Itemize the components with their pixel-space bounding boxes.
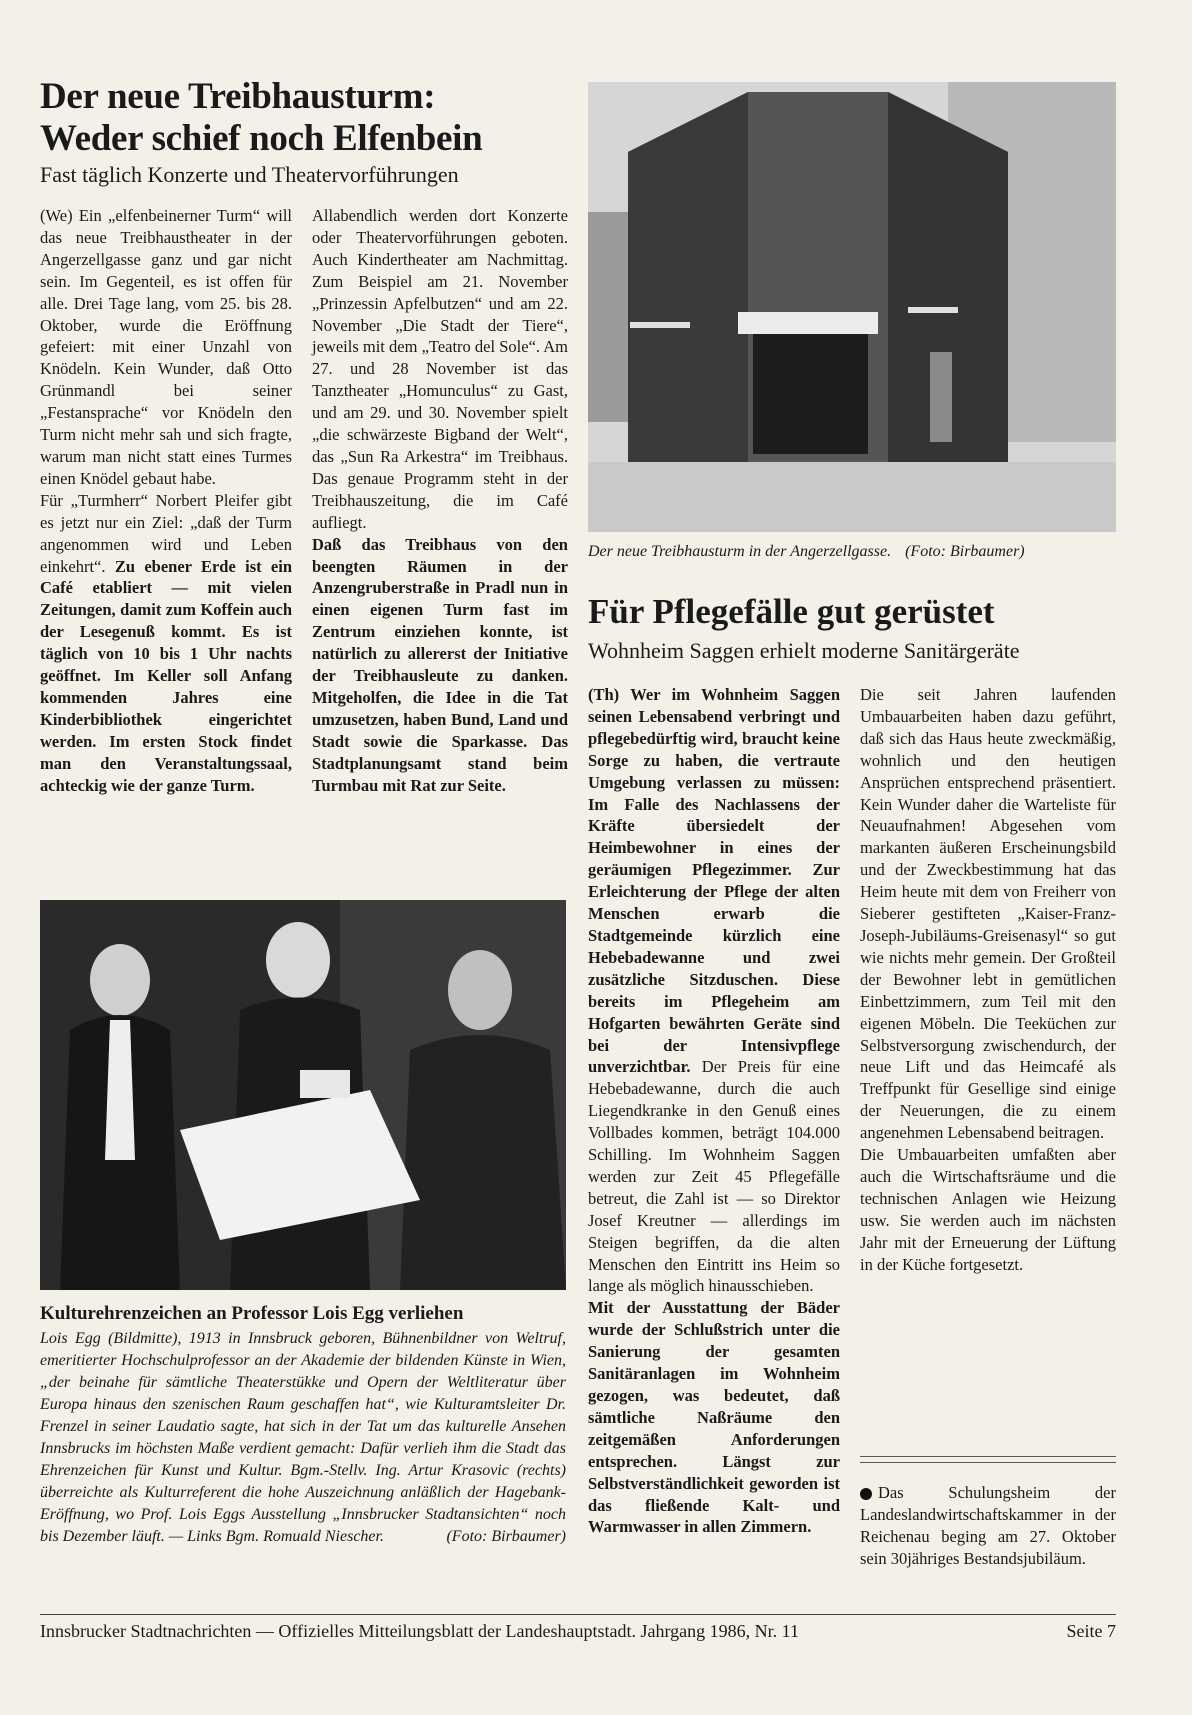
divider	[860, 1456, 1116, 1457]
paragraph-bold-text: (Th) Wer im Wohnheim Saggen seinen Lebensabend verbringt und pflegebedürftig wird, braucht keine Sorge zu haben, die vertraute Umgebung verlassen zu müssen: Im Falle des Nachlassens der Kräfte übersiedelt der Heimbewohner in eines der geräumigen Pflegezimmer. Zur Erleichterung der Pflege der alten Menschen erwarb die Stadtgemeinde kürzlich eine Hebebadewanne und zwei zusätzliche Sitzduschen. Diese bereits im Pflegeheim am Hofgarten bewährten Geräte sind bei der Intensivpflege unverzichtbar.	[588, 685, 840, 1077]
award-photo-illustration	[40, 900, 566, 1290]
photo-credit: (Foto: Birbaumer)	[446, 1528, 566, 1545]
article2-column-1	[588, 684, 840, 1599]
footer-text: Innsbrucker Stadtnachrichten — Offizielles Mitteilungsblatt der Landeshauptstadt. Jahrgang 1986, Nr. 11	[40, 1621, 799, 1641]
article-column-1	[40, 205, 292, 885]
caption-text: Der neue Treibhausturm in der Angerzellgasse.	[588, 543, 892, 560]
article-paragraph: Allabendlich werden dort Konzerte oder Theatervorführungen geboten. Auch Kindertheater am Nachmittag. Zum Beispiel am 21. November „Prinzessin Apfelbutzen“ und am 22. November „Die Stadt der Tiere“, jeweils mit dem „Teatro del Sole“. Am 27. und 28 November ist das Tanztheater „Homunculus“ zu Gast, und am 29. und 30. November spielt „die schwärzeste Bigband der Welt“, das „Sun Ra Arkestra“ im Treibhaus. Das genaue Programm steht in der Treibhauszeitung, die im Café aufliegt.	[312, 206, 568, 532]
article-paragraph: Die seit Jahren laufenden Umbauarbeiten haben dazu geführt, daß sich das Haus heute zweckmäßig, wohnlich und den heutigen Ansprüchen entsprechend präsentiert. Kein Wunder daher die Warteliste für Neuaufnahmen! Abgesehen vom markanten äußeren Erscheinungsbild und der Zweckbestimmung hat das Heim heute mit dem von Freiherr von Sieberer gestifteten „Kaiser-Franz-Joseph-Jubiläums-Greisenasyl“ so gut wie nichts mehr gemein. Der Großteil der Bewohner lebt in gemütlichen Einbettzimmern, zum Teil mit den eigenen Möbeln. Die Teeküchen zur Selbstversorgung zwischendurch, der neue Lift und das Heimcafé als Treffpunkt für Gesellige sind einige der Neuerungen, die zu einem angenehmen Lebensabend beitragen.	[860, 685, 1116, 1143]
award-caption	[40, 1328, 566, 1548]
caption-text: Lois Egg (Bildmitte), 1913 in Innsbruck geboren, Bühnenbildner von Weltruf, emeritierter Hochschulprofessor an der Akademie der bildenden Künste in Wien, „der beinahe für sämtliche Theaterstükke und Opern der Weltliteratur über Europa hinaus den szenischen Raum geschaffen hat“, wie Kulturamtsleiter Dr. Frenzel in seiner Laudatio sagte, hat sich in der Tat um das kulturelle Ansehen Innsbrucks im höchsten Maße verdient gemacht: Dafür verlieh ihm die Stadt das Ehrenzeichen für Kunst und Kultur. Bgm.-Stellv. Ing. Artur Krasovic (rechts) überreichte als Kulturreferent die hohe Auszeichnung anläßlich der Hagebank-Eröffnung, wo Prof. Lois Eggs Ausstellung „Innsbrucker Stadtansichten“ noch bis Dezember läuft. — Links Bgm. Romuald Niescher.	[40, 1330, 566, 1545]
paragraph-text: Für „Turmherr“ Norbert Pleifer gibt es jetzt nur ein Ziel: „daß der Turm angenommen wird und Leben einkehrt“.	[40, 490, 292, 576]
notice-text: Das Schulungsheim der Landeslandwirtschaftskammer in der Reichenau beging am 27. Oktober sein 30jähriges Bestandsjubiläum.	[860, 1483, 1116, 1568]
award-photo	[40, 900, 566, 1290]
article-paragraph: Daß das Treibhaus von den beengten Räumen in der Anzengruberstraße in Pradl nun in einen eigenen Turm fast im Zentrum einziehen konnte, ist natürlich zu allererst der Initiative der Treibhausleute zu danken. Mitgeholfen, die Idee in die Tat umzusetzen, haben Bund, Land und Stadt sowie die Sparkasse. Das Stadtplanungsamt stand beim Turmbau mit Rat zur Seite.	[312, 534, 568, 795]
photo-credit: (Foto: Birbaumer)	[905, 543, 1025, 560]
article2-headline: Für Pflegefälle gut gerüstet	[588, 592, 995, 631]
article-paragraph: Mit der Ausstattung der Bäder wurde der Schlußstrich unter die Sanierung der gesamten Sanitäranlagen im Wohnheim gezogen, was bedeutet, daß sämtliche Naßräume den zeitgemäßen Anforderungen entsprechen. Längst zur Selbstverständlichkeit geworden ist das fließende Kalt- und Warmwasser in allen Zimmern.	[588, 1298, 840, 1537]
divider	[860, 1462, 1116, 1463]
tower-photo	[588, 82, 1116, 532]
article-paragraph	[40, 490, 292, 797]
bullet-icon	[860, 1488, 872, 1500]
headline-line-1: Der neue Treibhausturm:	[40, 76, 436, 117]
article2-subhead: Wohnheim Saggen erhielt moderne Sanitärgeräte	[588, 638, 1020, 663]
article-paragraph: (We) Ein „elfenbeinerner Turm“ will das neue Treibhaustheater in der Angerzellgasse ganz und gar nicht sein. Im Gegenteil, es ist offen für alle. Drei Tage lang, vom 25. bis 28. Oktober, wurde die Eröffnung gefeiert: mit einer Unzahl von Knödeln. Kein Wunder, daß Otto Grünmandl bei seiner „Festansprache“ vor Knödeln den Turm nicht mehr sah und sich fragte, warum man nicht statt eines Turmes einen Knödel gebaut habe.	[40, 206, 292, 488]
article-subhead: Fast täglich Konzerte und Theatervorführungen	[40, 162, 459, 187]
article-headline	[40, 76, 585, 160]
article-paragraph: Die Umbauarbeiten umfaßten aber auch die Wirtschaftsräume und die technischen Anlagen wie Heizung usw. Sie werden auch im nächsten Jahr mit der Erneuerung der Lüftung in der Küche fortgesetzt.	[860, 1145, 1116, 1274]
tower-photo-caption	[588, 542, 1128, 562]
article-column-2	[312, 205, 568, 885]
award-title: Kulturehrenzeichen an Professor Lois Egg verliehen	[40, 1303, 464, 1324]
headline-line-2: Weder schief noch Elfenbein	[40, 118, 483, 159]
page-number: Seite 7	[1066, 1621, 1116, 1641]
paragraph-text: Der Preis für eine Hebebadewanne, durch die auch Liegendkranke in den Genuß eines Vollbades kommen, beträgt 104.000 Schilling. Im Wohnheim Saggen werden zur Zeit 45 Pflegefälle betreut, die Zahl ist — so Direktor Josef Kreutner — allerdings im Steigen begriffen, da die alten Menschen den Eintritt ins Heim so lange als möglich hinausschieben.	[588, 1057, 840, 1296]
footer-divider	[40, 1614, 1116, 1615]
notice	[860, 1482, 1116, 1570]
paragraph-bold-text: Zu ebener Erde ist ein Café etabliert — mit vielen Zeitungen, damit zum Koffein auch der Lesegenuß kommt. Es ist täglich von 10 bis 1 Uhr nachts geöffnet. Im Keller soll Anfang kommenden Jahres eine Kinderbibliothek eingerichtet werden. Im ersten Stock findet man den Veranstaltungssaal, achteckig wie der ganze Turm.	[40, 556, 292, 795]
article-paragraph	[588, 684, 840, 1297]
article2-column-2	[860, 684, 1116, 1444]
tower-photo-illustration	[588, 82, 1116, 532]
